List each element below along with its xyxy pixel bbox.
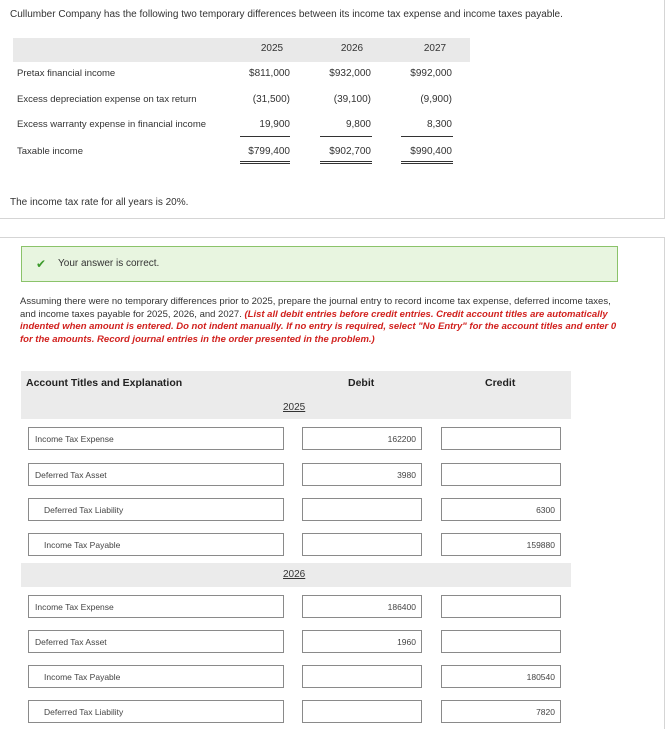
correct-banner xyxy=(21,246,618,282)
credit-field[interactable]: 159880 xyxy=(441,533,561,556)
table-cell: 8,300 xyxy=(426,119,452,130)
debit-field[interactable] xyxy=(302,700,422,723)
debit-field[interactable]: 186400 xyxy=(302,595,422,618)
tax-rate-note: The income tax rate for all years is 20%. xyxy=(10,197,189,208)
header-account: Account Titles and Explanation xyxy=(26,377,183,389)
table-year-2025: 2025 xyxy=(260,43,284,54)
table-cell: (9,900) xyxy=(420,94,452,105)
sum-underline xyxy=(401,136,453,137)
credit-field[interactable] xyxy=(441,595,561,618)
credit-field[interactable]: 180540 xyxy=(441,665,561,688)
header-credit: Credit xyxy=(485,377,516,389)
table-year-2027: 2027 xyxy=(423,43,447,54)
problem-intro: Cullumber Company has the following two temporary differences between its income tax expense and income taxes payable. xyxy=(10,9,563,20)
entry-year-2026: 2026 xyxy=(283,569,306,580)
row-label-depreciation: Excess depreciation expense on tax return xyxy=(17,94,197,105)
debit-field[interactable] xyxy=(302,665,422,688)
account-field[interactable]: Deferred Tax Asset xyxy=(28,463,284,486)
total-underline xyxy=(401,161,453,162)
table-cell: $932,000 xyxy=(329,68,371,79)
table-cell: (39,100) xyxy=(333,94,371,105)
total-underline xyxy=(240,161,290,162)
header-debit: Debit xyxy=(348,377,375,389)
problem-panel xyxy=(0,0,665,219)
table-cell: $799,400 xyxy=(248,146,290,157)
table-cell: $990,400 xyxy=(410,146,452,157)
checkmark-icon: ✔ xyxy=(36,257,47,271)
account-field[interactable]: Income Tax Expense xyxy=(28,427,284,450)
row-label-warranty: Excess warranty expense in financial income xyxy=(17,119,207,130)
instructions xyxy=(20,296,620,346)
debit-field[interactable]: 1960 xyxy=(302,630,422,653)
account-field[interactable]: Income Tax Expense xyxy=(28,595,284,618)
sum-underline xyxy=(240,136,290,137)
total-underline xyxy=(240,163,290,164)
credit-field[interactable] xyxy=(441,463,561,486)
row-label-taxable: Taxable income xyxy=(17,146,84,157)
debit-field[interactable]: 3980 xyxy=(302,463,422,486)
credit-field[interactable] xyxy=(441,427,561,450)
instructions-main: Assuming there were no temporary differences prior to 2025, prepare the journal entry to record income tax expense, deferred income taxes, and income taxes payable for 2025, 2026, and 2027. xyxy=(20,296,611,320)
credit-field[interactable]: 6300 xyxy=(441,498,561,521)
correct-message: Your answer is correct. xyxy=(58,258,160,269)
debit-field[interactable] xyxy=(302,533,422,556)
entry-year-2025: 2025 xyxy=(283,402,306,413)
table-cell: 9,800 xyxy=(345,119,371,130)
instructions-note: (List all debit entries before credit entries. Credit account titles are automatically indented when amount is entered. Do not indent manually. If no entry is required, select "No Entry" for the account titles and enter 0 for the amounts. Record journal entries in the order presented in the problem.) xyxy=(20,308,617,345)
row-label-pretax: Pretax financial income xyxy=(17,68,116,79)
account-field[interactable]: Deferred Tax Liability xyxy=(28,700,284,723)
table-cell: $811,000 xyxy=(249,68,290,79)
account-field[interactable]: Deferred Tax Liability xyxy=(28,498,284,521)
total-underline xyxy=(320,163,372,164)
credit-field[interactable]: 7820 xyxy=(441,700,561,723)
table-year-2026: 2026 xyxy=(340,43,364,54)
account-field[interactable]: Deferred Tax Asset xyxy=(28,630,284,653)
table-cell: (31,500) xyxy=(252,94,290,105)
table-cell: $902,700 xyxy=(329,146,371,157)
account-field[interactable]: Income Tax Payable xyxy=(28,665,284,688)
account-field[interactable]: Income Tax Payable xyxy=(28,533,284,556)
debit-field[interactable]: 162200 xyxy=(302,427,422,450)
debit-field[interactable] xyxy=(302,498,422,521)
sum-underline xyxy=(320,136,372,137)
credit-field[interactable] xyxy=(441,630,561,653)
table-cell: $992,000 xyxy=(410,68,452,79)
total-underline xyxy=(401,163,453,164)
total-underline xyxy=(320,161,372,162)
table-cell: 19,900 xyxy=(259,119,290,130)
